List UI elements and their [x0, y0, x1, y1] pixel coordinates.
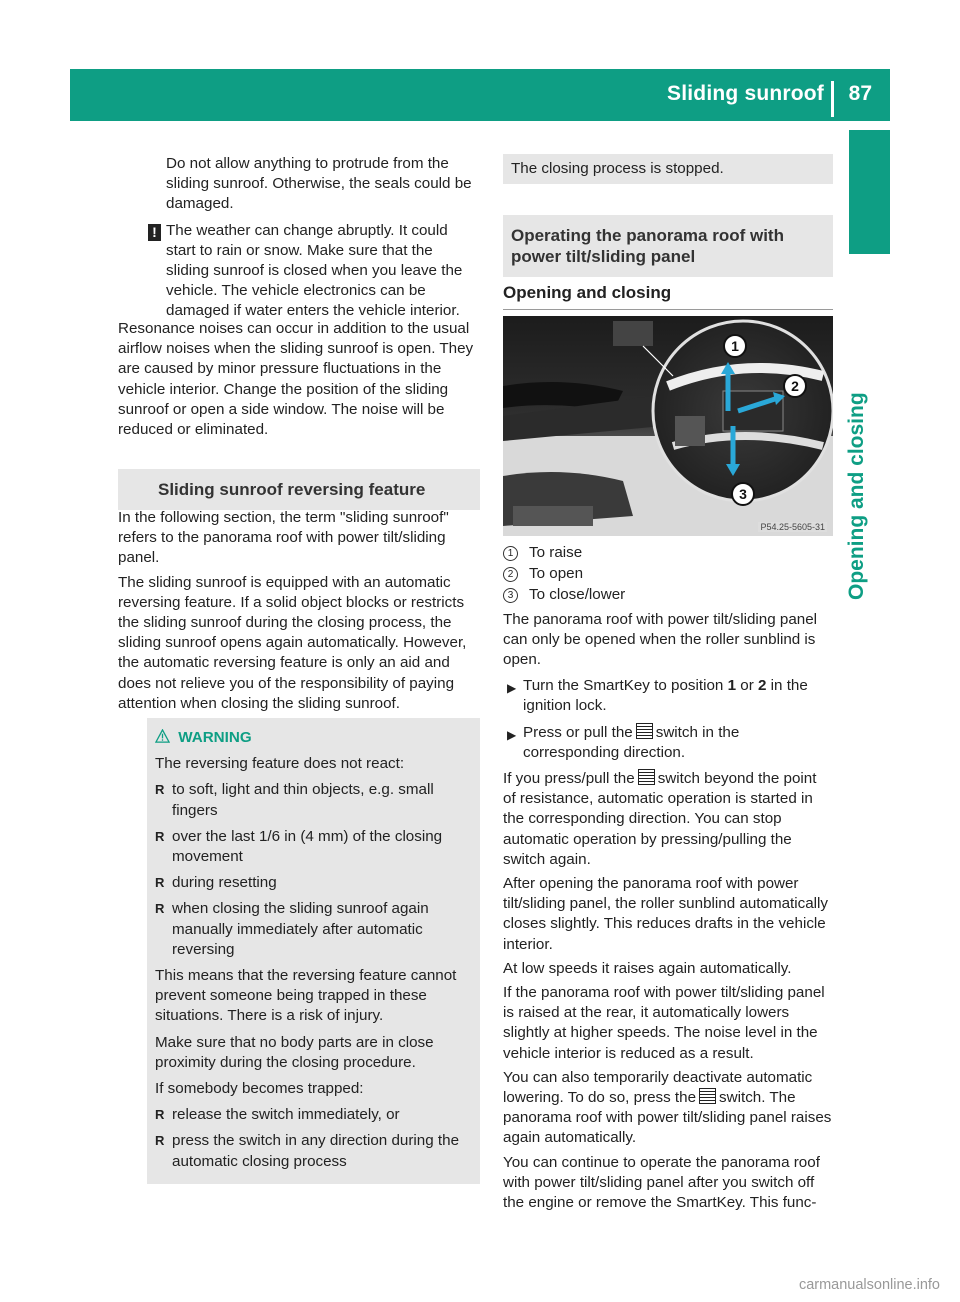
bullet-text: press the switch in any direction during the automatic closing process [172, 1132, 460, 1170]
warning-title: WARNING [178, 729, 252, 746]
warning-if-trapped: If somebody becomes trapped: [155, 1080, 364, 1098]
bullet-text: over the last 1/6 in (4 mm) of the closing movement [172, 827, 443, 866]
intro-paragraph: Do not allow anything to protrude from the sliding sunroof. Otherwise, the seals could be damaged. [166, 155, 472, 213]
warning-box [147, 718, 480, 1184]
side-tab-label: Opening and closing [845, 392, 868, 600]
stopped-box [503, 154, 833, 184]
section-title-reversing: Sliding sunroof reversing feature [118, 469, 480, 510]
deactivate-paragraph: You can also temporarily deactivate automatic lowering. To do so, press the switch. The panorama roof with power tilt/sliding panel raises again automatically. [503, 1068, 832, 1147]
svg-text:3: 3 [739, 486, 747, 502]
page-number: 87 [848, 82, 872, 105]
image-code: P54.25-5605-31 [760, 522, 825, 532]
warning-triangle-icon [155, 729, 170, 744]
notice-text: The weather can change abruptly. It could start to rain or snow. Make sure that the sliding sunroof is closed when you leave the vehicle. The vehicle electronics can be damaged if water enters the vehicle interior. [166, 221, 463, 320]
header-divider [831, 81, 834, 117]
equipped-paragraph: The sliding sunroof is equipped with an automatic reversing feature. If a solid object blocks or restricts the sliding sunroof during the closing process, the sliding sunroof opens again automatically. However, the automatic reversing feature is only an aid and does not relieve you of the responsibility of paying attention when closing the sliding sunroof. [118, 573, 467, 712]
resonance-paragraph: Resonance noises can occur in addition to the usual airflow noises when the sliding sunroof is open. They are caused by minor pressure fluctuations in the vehicle interior. Change the position of the sliding sunroof or open a side window. The noise will be reduced or eliminated. [118, 320, 474, 439]
step-text: Press or pull the [523, 723, 633, 741]
roof-control-illustration [503, 316, 833, 536]
after-opening-paragraph: After opening the panorama roof with power tilt/sliding panel, the roller sunblind automatically closes slightly. This reduces drafts in the vehicle interior. [503, 875, 829, 953]
operating-section [503, 215, 833, 277]
warning-means: This means that the reversing feature cannot prevent someone being trapped in these situations. There is a risk of injury. [155, 967, 457, 1025]
warning-make-sure: Make sure that no body parts are in close proximity during the closing procedure. [155, 1033, 434, 1071]
step-text: switch in the corresponding direction. [523, 723, 740, 761]
callout-item [503, 543, 833, 563]
raised-paragraph: If the panorama roof with power tilt/sliding panel is raised at the rear, it automatically lowers slightly at higher speeds. The noise level in the vehicle interior is reduced as a result. [503, 984, 825, 1062]
warning-bullet: R over the last 1/6 in (4 mm) of the closing movement [155, 827, 443, 866]
switch-icon [636, 723, 653, 739]
reversing-body [118, 508, 480, 714]
callout-text: To close/lower [529, 586, 626, 604]
warning-bullet: R when closing the sliding sunroof again manually immediately after automatic reversing [155, 900, 429, 958]
callout-item [503, 585, 833, 605]
position-2: 2 [757, 677, 767, 695]
callout-text: To open [529, 565, 584, 583]
bullet-text: when closing the sliding sunroof again manually immediately after automatic reversing [172, 900, 429, 958]
callout-number: 2 [503, 567, 518, 582]
side-tab [845, 130, 890, 730]
warning-bullet: R release the switch immediately, or [155, 1106, 400, 1124]
notice-icon: ! [148, 224, 161, 241]
only-opened-paragraph: The panorama roof with power tilt/sliding panel can only be opened when the roller sunblind is open. [503, 610, 818, 669]
notice-paragraph [146, 221, 480, 322]
bullet-text: release the switch immediately, or [172, 1106, 400, 1124]
left-column [146, 154, 480, 322]
svg-text:1: 1 [731, 338, 739, 354]
section-title-operating: Operating the panorama roof with power tilt/sliding panel [503, 215, 833, 277]
stopped-box-content: The closing process is stopped. [503, 154, 833, 184]
callout-item [503, 564, 833, 584]
warning-content [147, 718, 480, 1184]
step-text: Turn the SmartKey to position [523, 677, 728, 695]
continue-paragraph: You can continue to operate the panorama roof with power tilt/sliding panel after you switch off the engine or remove the SmartKey. This func- [503, 1153, 820, 1212]
bullet-text: during resetting [172, 874, 277, 892]
warning-header [155, 728, 472, 748]
resonance-block [118, 319, 480, 440]
callout-text: To raise [529, 544, 583, 561]
position-1: 1 [727, 677, 737, 695]
resistance-paragraph: If you press/pull the switch beyond the point of resistance, automatic operation is started in the corresponding direction. You can stop automatic operation by pressing/pulling the switch again. [503, 770, 817, 868]
warning-intro: The reversing feature does not react: [155, 755, 405, 773]
svg-text:2: 2 [791, 378, 799, 394]
warning-bullet: R to soft, light and thin objects, e.g. small fingers [155, 781, 434, 819]
header-title: Sliding sunroof [667, 82, 824, 105]
step-text: in the ignition lock. [523, 677, 808, 715]
site-watermark: carmanualsonline.info [798, 1277, 940, 1293]
switch-icon [638, 769, 655, 785]
term-paragraph: In the following section, the term "sliding sunroof" refers to the panorama roof with power tilt/sliding panel. [118, 509, 449, 567]
right-body [503, 543, 833, 1213]
step-item: ▶ Press or pull the switch in the corresponding direction. [507, 723, 740, 761]
roof-control-photo [503, 316, 833, 536]
callout-number: 1 [503, 546, 518, 561]
step-item: ▶ Turn the SmartKey to position 1 or 2 in the ignition lock. [507, 677, 808, 715]
opening-closing-header [503, 283, 833, 310]
reversing-section [118, 469, 480, 510]
side-tab-block [849, 130, 890, 254]
warning-bullet: R press the switch in any direction during the automatic closing process [155, 1132, 460, 1170]
low-speed-paragraph: At low speeds it raises again automatically. [503, 959, 792, 977]
page-header [70, 69, 890, 121]
switch-icon [699, 1088, 716, 1104]
warning-bullet: R during resetting [155, 874, 277, 892]
bullet-text: to soft, light and thin objects, e.g. small fingers [172, 781, 434, 819]
callout-number: 3 [503, 588, 518, 603]
step-text: or [736, 677, 758, 695]
subsection-title: Opening and closing [503, 283, 833, 310]
